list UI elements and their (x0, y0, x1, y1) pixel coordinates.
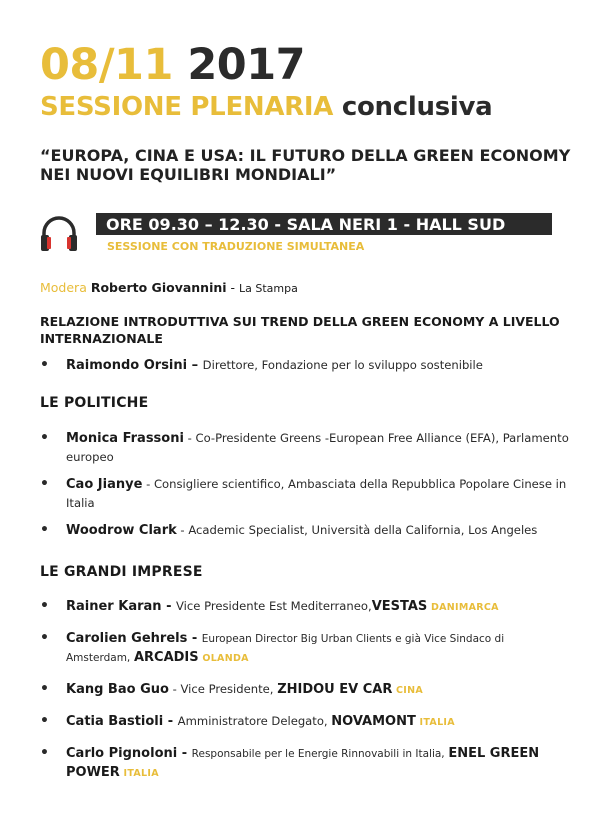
bullet: • (40, 357, 49, 373)
speaker-item (40, 629, 570, 668)
moderator-name: Roberto Giovannini (90, 280, 227, 295)
speaker-item (40, 356, 570, 375)
moderator-label: Modera (40, 280, 87, 295)
bullet: • (40, 713, 49, 729)
speaker-item (40, 429, 570, 466)
speaker-separator: - (161, 599, 176, 614)
bullet: • (40, 598, 49, 614)
speaker-item (40, 521, 570, 540)
bullet: • (40, 476, 49, 492)
speaker-item (40, 475, 570, 512)
moderator-line (40, 280, 298, 297)
session-title (40, 90, 492, 124)
speaker-role: Amministratore Delegato, (177, 714, 328, 728)
bullet: • (40, 630, 49, 646)
speaker-item (40, 680, 570, 700)
speaker-separator: - (187, 631, 202, 646)
company-name: ARCADIS (133, 650, 199, 665)
speaker-separator: - (163, 714, 178, 729)
company-country: OLANDA (202, 653, 249, 664)
speaker-item (40, 597, 570, 617)
bullet: • (40, 522, 49, 538)
speaker-name: Raimondo Orsini (66, 358, 188, 373)
bullet: • (40, 681, 49, 697)
speaker-role: European Director Big Urban Clients e già Vice Sindaco di Amsterdam, (66, 633, 505, 664)
speaker-role: Vice Presidente, (180, 682, 274, 696)
time-location-bar: ORE 09.30 – 12.30 - SALA NERI 1 - HALL SUD (96, 213, 552, 235)
speaker-name: Catia Bastioli (66, 714, 164, 729)
speaker-name: Carlo Pignoloni (66, 746, 178, 761)
speaker-separator: – (187, 358, 203, 373)
companies-speaker-list (40, 597, 570, 783)
company-name: NOVAMONT (331, 714, 416, 729)
speaker-name: Kang Bao Guo (66, 682, 169, 697)
speaker-role: Vice Presidente Est Mediterraneo, (176, 599, 372, 613)
speaker-separator: - (176, 523, 189, 537)
speaker-role: Direttore, Fondazione per lo sviluppo sostenibile (202, 358, 483, 372)
speaker-role: Responsabile per le Energie Rinnovabili in Italia, (191, 748, 445, 760)
bullet: • (40, 430, 49, 446)
speaker-separator: - (183, 431, 196, 445)
company-country: ITALIA (123, 768, 159, 779)
speaker-item (40, 744, 570, 783)
moderator-affiliation: La Stampa (239, 282, 298, 295)
moderator-separator: - (226, 280, 240, 295)
session-title-rest: conclusiva (341, 92, 493, 122)
speaker-role: Co-Presidente Greens -European Free Alliance (EFA), Parlamento europeo (66, 431, 569, 464)
company-name: ZHIDOU EV CAR (277, 682, 393, 697)
speaker-separator: - (168, 682, 181, 696)
politics-heading: LE POLITICHE (40, 395, 149, 411)
speaker-name: Carolien Gehrels (66, 631, 188, 646)
bullet: • (40, 745, 49, 761)
speaker-name: Rainer Karan (66, 599, 162, 614)
company-country: CINA (396, 685, 424, 696)
company-country: DANIMARCA (430, 602, 499, 613)
speaker-role: Academic Specialist, Università della California, Los Angeles (188, 523, 538, 537)
company-country: ITALIA (419, 717, 455, 728)
speaker-separator: - (177, 746, 192, 761)
companies-heading: LE GRANDI IMPRESE (40, 564, 203, 580)
speaker-name: Monica Frassoni (66, 431, 184, 446)
intro-speaker-list (40, 356, 570, 375)
speaker-separator: - (142, 477, 154, 491)
date-day-month: 08/11 (40, 40, 173, 90)
speaker-name: Cao Jianye (66, 477, 143, 492)
headphones-icon (38, 214, 80, 254)
company-name: VESTAS (371, 599, 428, 614)
intro-heading: RELAZIONE INTRODUTTIVA SUI TREND DELLA GREEN ECONOMY A LIVELLO INTERNAZIONALE (40, 314, 560, 346)
session-topic: “EUROPA, CINA E USA: IL FUTURO DELLA GREEN ECONOMY NEI NUOVI EQUILIBRI MONDIALI” (40, 146, 571, 184)
translation-note: SESSIONE CON TRADUZIONE SIMULTANEA (107, 240, 365, 253)
speaker-role: Consigliere scientifico, Ambasciata della Repubblica Popolare Cinese in Italia (66, 477, 567, 510)
event-date (40, 40, 305, 90)
speaker-name: Woodrow Clark (66, 523, 177, 538)
date-year: 2017 (187, 40, 306, 90)
politics-speaker-list (40, 429, 570, 540)
session-title-highlight: SESSIONE PLENARIA (40, 92, 334, 122)
speaker-item (40, 712, 570, 732)
company-name: ENEL GREEN POWER (66, 746, 540, 780)
